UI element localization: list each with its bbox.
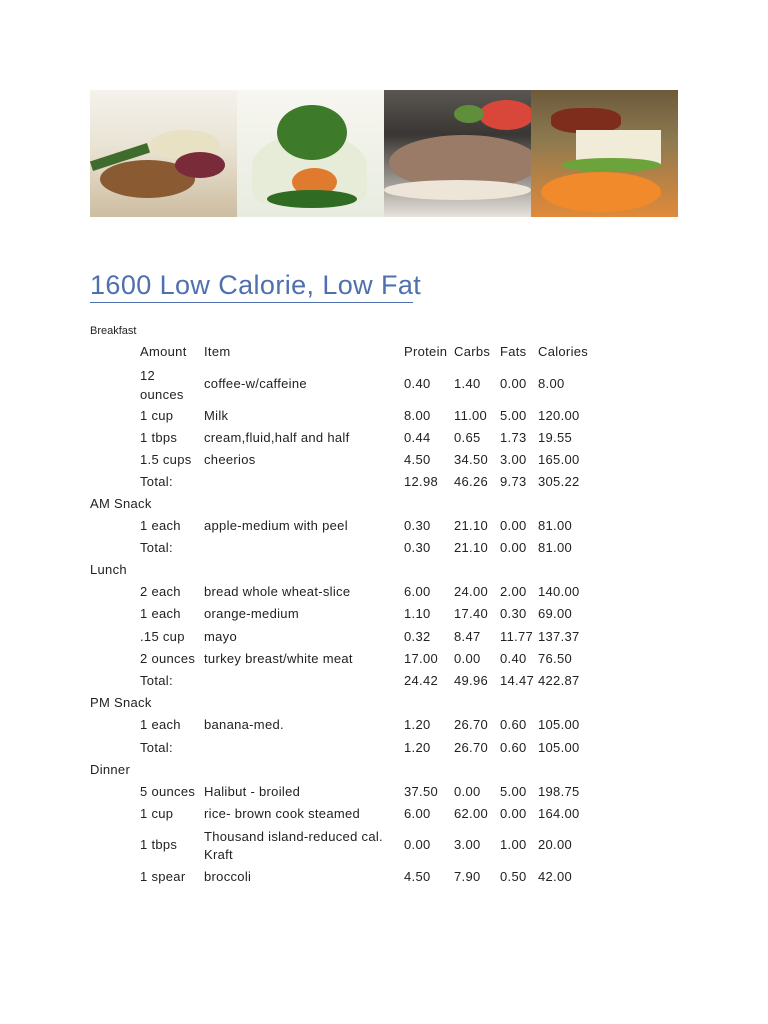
total-label: Total: [140,474,173,489]
table-cell-calories: 76.50 [538,651,573,666]
table-cell-item: cream,fluid,half and half [204,430,350,445]
total-label: Total: [140,540,173,555]
table-cell-amount: 1 tbps [140,430,178,445]
table-cell-protein: 1.10 [404,606,431,621]
table-cell-protein: 37.50 [404,784,439,799]
table-cell-calories: 69.00 [538,606,573,621]
table-cell-amount: 1 tbps [140,837,178,852]
header-carbs: Carbs [454,344,491,359]
table-cell-carbs: 1.40 [454,376,481,391]
table-cell-amount: 1 cup [140,408,174,423]
table-cell-item: coffee-w/caffeine [204,376,307,391]
meal-heading-am-snack: AM Snack [90,496,152,511]
table-cell-item: Milk [204,408,229,423]
table-cell-protein: 8.00 [404,408,431,423]
table-cell-calories: 42.00 [538,869,573,884]
table-cell-item: mayo [204,629,237,644]
header-calories: Calories [538,344,589,359]
table-cell-protein: 6.00 [404,584,431,599]
table-cell-calories: 165.00 [538,452,580,467]
table-cell-fats: 1.00 [500,837,527,852]
table-cell-calories: 140.00 [538,584,580,599]
table-cell-item: bread whole wheat-slice [204,584,351,599]
table-cell-amount: 1 spear [140,869,186,884]
table-cell-calories: 20.00 [538,837,573,852]
table-cell-carbs: 21.10 [454,518,489,533]
table-cell-carbs: 0.00 [454,784,481,799]
table-cell-calories: 137.37 [538,629,580,644]
table-cell-carbs: 11.00 [454,408,488,423]
table-cell-fats: 5.00 [500,784,527,799]
table-cell-calories: 81.00 [538,518,573,533]
title-underline [90,302,413,303]
table-cell-carbs: 26.70 [454,717,489,732]
table-cell-protein: 0.40 [404,376,431,391]
table-cell-item: Thousand island-reduced cal. Kraft [204,829,383,862]
table-cell-carbs: 8.47 [454,629,481,644]
total-fats: 0.60 [500,740,527,755]
table-cell-amount: 12 ounces [140,368,184,402]
total-fats: 14.47 [500,673,535,688]
salad-wrap-photo [237,90,384,217]
table-cell-carbs: 0.65 [454,430,481,445]
grilled-fish-plate-photo [90,90,237,217]
table-cell-carbs: 0.00 [454,651,481,666]
meal-heading-lunch: Lunch [90,562,127,577]
table-cell-carbs: 17.40 [454,606,489,621]
table-cell-protein: 1.20 [404,717,431,732]
table-cell-item: apple-medium with peel [204,518,348,533]
table-cell-calories: 198.75 [538,784,580,799]
table-cell-protein: 0.32 [404,629,431,644]
table-cell-item: turkey breast/white meat [204,651,353,666]
table-cell-item: orange-medium [204,606,299,621]
table-cell-item: banana-med. [204,717,284,732]
header-fats: Fats [500,344,527,359]
table-cell-calories: 164.00 [538,806,580,821]
table-cell-amount: 1 each [140,606,181,621]
table-cell-calories: 120.00 [538,408,580,423]
header-protein: Protein [404,344,448,359]
header-item: Item [204,344,231,359]
table-cell-calories: 8.00 [538,376,565,391]
total-calories: 305.22 [538,474,580,489]
total-fats: 9.73 [500,474,527,489]
table-cell-amount: 2 ounces [140,651,196,666]
table-cell-protein: 4.50 [404,452,431,467]
table-cell-protein: 0.30 [404,518,431,533]
total-carbs: 26.70 [454,740,489,755]
header-amount: Amount [140,344,187,359]
total-calories: 422.87 [538,673,580,688]
meal-heading-dinner: Dinner [90,762,131,777]
table-cell-fats: 1.73 [500,430,527,445]
table-cell-fats: 0.60 [500,717,527,732]
total-protein: 1.20 [404,740,431,755]
table-cell-item: cheerios [204,452,256,467]
table-cell-fats: 0.00 [500,806,527,821]
table-cell-protein: 17.00 [404,651,439,666]
table-cell-protein: 0.00 [404,837,431,852]
table-cell-fats: 3.00 [500,452,527,467]
meal-heading-pm-snack: PM Snack [90,695,152,710]
table-cell-calories: 105.00 [538,717,580,732]
total-fats: 0.00 [500,540,527,555]
table-cell-carbs: 24.00 [454,584,489,599]
total-calories: 105.00 [538,740,580,755]
table-cell-amount: 1 each [140,717,181,732]
table-cell-protein: 0.44 [404,430,431,445]
total-protein: 0.30 [404,540,431,555]
table-cell-amount: 5 ounces [140,784,196,799]
table-cell-item: rice- brown cook steamed [204,806,361,821]
page-title: 1600 Low Calorie, Low Fat [90,270,422,300]
table-cell-carbs: 7.90 [454,869,481,884]
stacked-appetizer-photo [531,90,678,217]
table-cell-fats: 0.40 [500,651,527,666]
total-carbs: 46.26 [454,474,489,489]
meal-heading-breakfast: Breakfast [90,325,137,337]
total-carbs: 49.96 [454,673,489,688]
table-cell-amount: 1 each [140,518,181,533]
table-cell-carbs: 3.00 [454,837,481,852]
total-calories: 81.00 [538,540,573,555]
total-protein: 24.42 [404,673,439,688]
total-label: Total: [140,740,173,755]
table-cell-fats: 11.77 [500,629,534,644]
table-cell-carbs: 34.50 [454,452,489,467]
table-cell-calories: 19.55 [538,430,573,445]
total-carbs: 21.10 [454,540,489,555]
table-cell-fats: 0.00 [500,376,527,391]
table-cell-amount: 1.5 cups [140,452,192,467]
total-protein: 12.98 [404,474,439,489]
table-cell-item: Halibut - broiled [204,784,301,799]
table-cell-protein: 6.00 [404,806,431,821]
table-cell-fats: 0.30 [500,606,527,621]
table-cell-carbs: 62.00 [454,806,489,821]
table-cell-amount: 1 cup [140,806,174,821]
burger-patty-photo [384,90,531,217]
table-cell-fats: 0.50 [500,869,527,884]
table-cell-item: broccoli [204,869,252,884]
table-cell-fats: 0.00 [500,518,527,533]
table-cell-fats: 5.00 [500,408,527,423]
table-cell-protein: 4.50 [404,869,431,884]
table-cell-amount: .15 cup [140,629,185,644]
food-photo-banner [90,90,678,217]
table-cell-amount: 2 each [140,584,181,599]
table-cell-fats: 2.00 [500,584,527,599]
total-label: Total: [140,673,173,688]
